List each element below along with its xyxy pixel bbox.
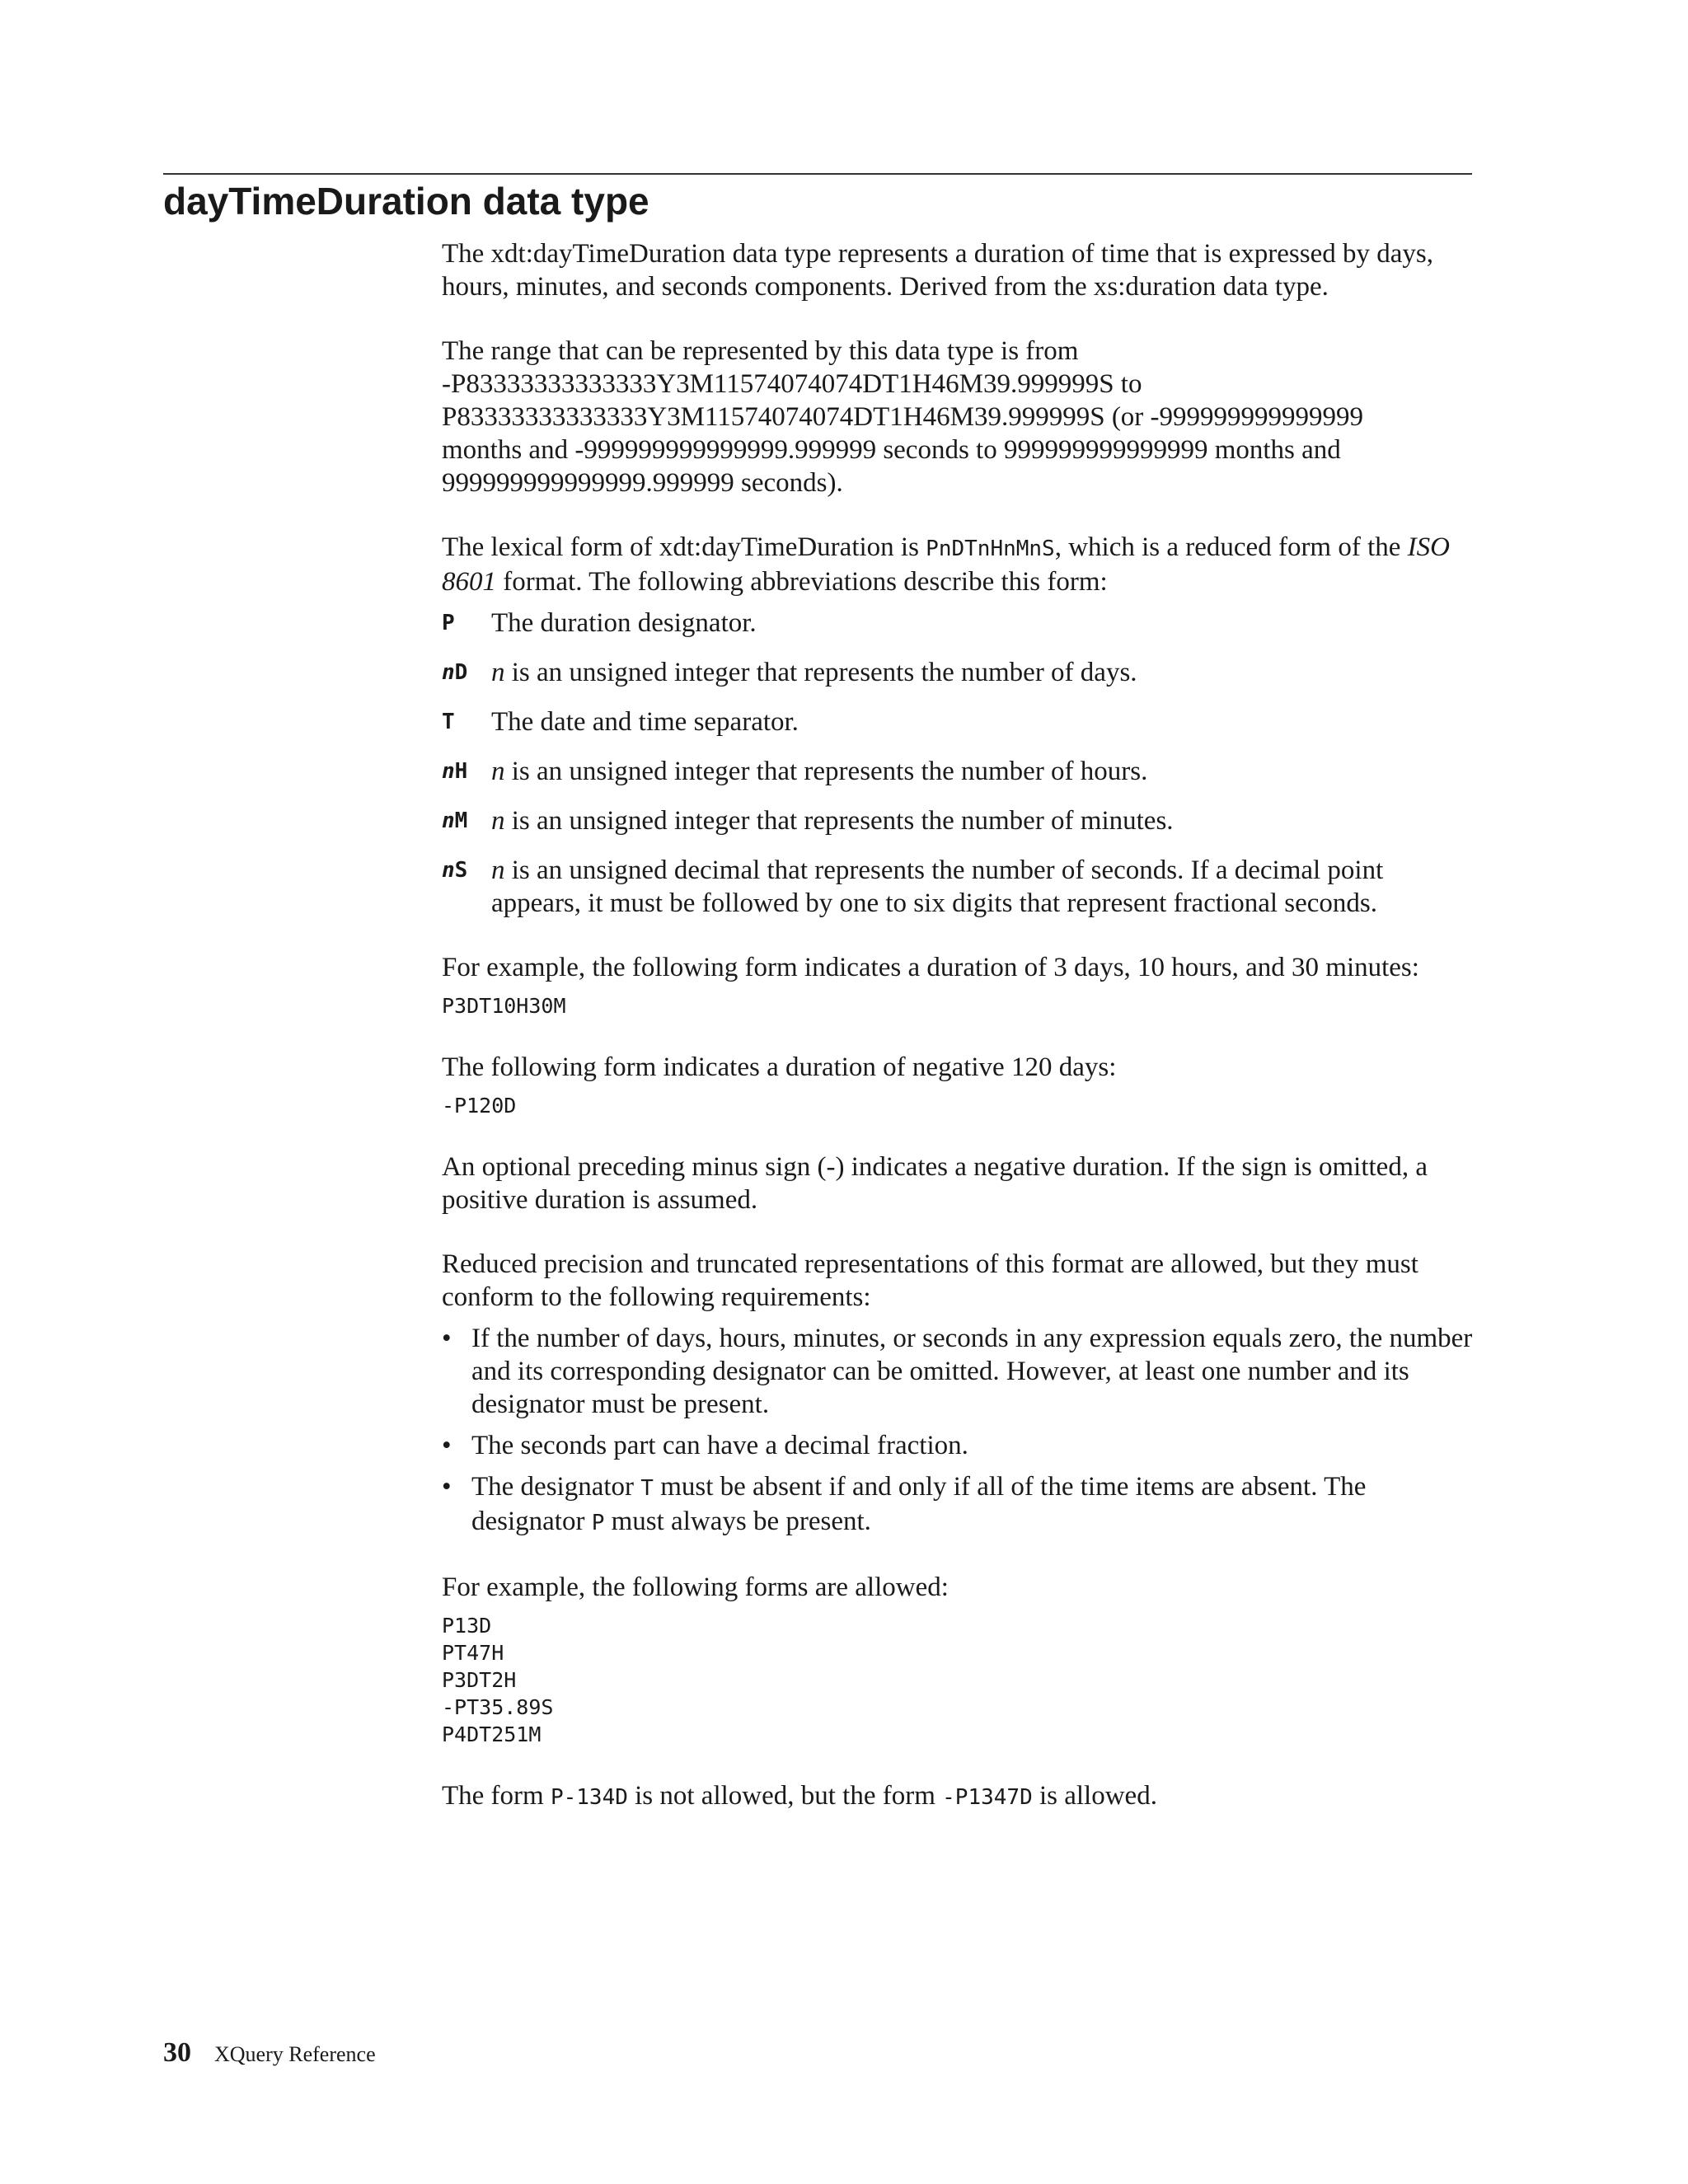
code-example: P3DT10H30M	[442, 994, 566, 1018]
abbreviation-term: nD	[442, 660, 468, 685]
abbreviation-term: nS	[442, 858, 468, 883]
requirement-item	[442, 1322, 1474, 1421]
final-paragraph	[442, 1779, 1474, 1814]
example-paragraph: The following form indicates a duration of negative 120 days:	[442, 1052, 1117, 1082]
requirement-text: The seconds part can have a decimal fraction.	[471, 1431, 968, 1460]
abbreviation-term: nM	[442, 808, 468, 833]
abbreviation-term: T	[442, 710, 455, 734]
abbreviation-description: n is an unsigned decimal that represents the number of seconds. If a decimal point appears, it must be followed by one to six digits that represent fractional seconds.	[491, 855, 1384, 918]
abbreviation-item	[442, 804, 1474, 837]
code-example: -P120D	[442, 1094, 517, 1118]
requirement-item	[442, 1470, 1474, 1540]
bullet-icon: •	[442, 1472, 452, 1502]
iso-reference: ISO 8601	[442, 532, 1450, 597]
inline-code: P-134D	[550, 1785, 628, 1810]
page-footer	[163, 2039, 376, 2069]
text-run: is not allowed, but the form	[627, 1781, 943, 1811]
section-heading: dayTimeDuration data type	[163, 180, 649, 223]
page-number: 30	[163, 2037, 191, 2068]
book-title: XQuery Reference	[214, 2042, 376, 2066]
lexical-form-code: PnDTnHnMnS	[926, 537, 1055, 561]
sign-paragraph: An optional preceding minus sign (-) indicates a negative duration. If the sign is omitted, a positive duration is assumed.	[442, 1152, 1428, 1215]
range-line: P83333333333333Y3M11574074074DT1H46M39.999999S (or -999999999999999	[442, 402, 1364, 432]
range-line: 999999999999999.999999 seconds).	[442, 468, 843, 498]
abbreviation-description: The duration designator.	[491, 608, 757, 638]
requirement-text: If the number of days, hours, minutes, or seconds in any expression equals zero, the number and its corresponding designator can be omitted. However, at least one number and its designator must be present.	[471, 1324, 1473, 1419]
lexical-paragraph	[442, 531, 1474, 598]
abbreviation-term: P	[442, 611, 455, 635]
abbreviation-description: n is an unsigned integer that represents the number of minutes.	[491, 806, 1174, 836]
abbreviation-term: nH	[442, 759, 468, 784]
bullet-icon: •	[442, 1324, 452, 1353]
text-run: format. The following abbreviations describe this form:	[496, 567, 1108, 597]
bullet-icon: •	[442, 1431, 452, 1460]
section-body	[442, 237, 1474, 1814]
code-line: -PT35.89S	[442, 1695, 554, 1719]
allowed-paragraph: For example, the following forms are allowed:	[442, 1572, 949, 1602]
requirement-text: The designator	[471, 1472, 641, 1502]
abbreviation-description: n is an unsigned integer that represents the number of days.	[491, 658, 1137, 687]
abbreviation-description: n is an unsigned integer that represents the number of hours.	[491, 757, 1148, 786]
code-line: P3DT2H	[442, 1668, 517, 1692]
range-line: The range that can be represented by this data type is from	[442, 336, 1079, 366]
requirements-list	[442, 1322, 1474, 1540]
code-line: P4DT251M	[442, 1722, 542, 1746]
text-run: The form	[442, 1781, 551, 1811]
requirement-text: must be absent if and only if all of the time items are absent. The designator	[471, 1472, 1367, 1536]
abbreviation-item	[442, 705, 1474, 738]
example-paragraph: For example, the following form indicates a duration of 3 days, 10 hours, and 30 minutes:	[442, 953, 1419, 982]
requirement-item	[442, 1429, 1474, 1462]
intro-paragraph: The xdt:dayTimeDuration data type represents a duration of time that is expressed by days, hours, minutes, and seconds components. Derived from the xs:duration data type.	[442, 239, 1433, 302]
range-line: -P83333333333333Y3M11574074074DT1H46M39.999999S to	[442, 369, 1142, 399]
text-run: is allowed.	[1032, 1781, 1157, 1811]
range-line: months and -999999999999999.999999 seconds to 999999999999999 months and	[442, 435, 1341, 465]
reduced-precision-paragraph: Reduced precision and truncated representations of this format are allowed, but they must conform to the following requirements:	[442, 1249, 1418, 1312]
code-line: P13D	[442, 1614, 492, 1638]
heading-rule	[163, 173, 1472, 175]
text-run: The lexical form of xdt:dayTimeDuration is	[442, 532, 926, 562]
range-paragraph	[442, 335, 1474, 499]
abbreviation-item	[442, 607, 1474, 640]
allowed-code-block	[442, 1612, 1474, 1748]
text-run: , which is a reduced form of the	[1054, 532, 1408, 562]
abbreviation-item	[442, 656, 1474, 689]
designator-code: P	[591, 1511, 605, 1535]
abbreviation-item	[442, 854, 1474, 920]
requirement-text: must always be present.	[604, 1507, 871, 1536]
designator-code: T	[640, 1476, 654, 1501]
code-line: PT47H	[442, 1641, 504, 1665]
abbreviation-list	[442, 607, 1474, 920]
abbreviation-description: The date and time separator.	[491, 707, 799, 737]
inline-code: -P1347D	[942, 1785, 1033, 1810]
abbreviation-item	[442, 755, 1474, 788]
